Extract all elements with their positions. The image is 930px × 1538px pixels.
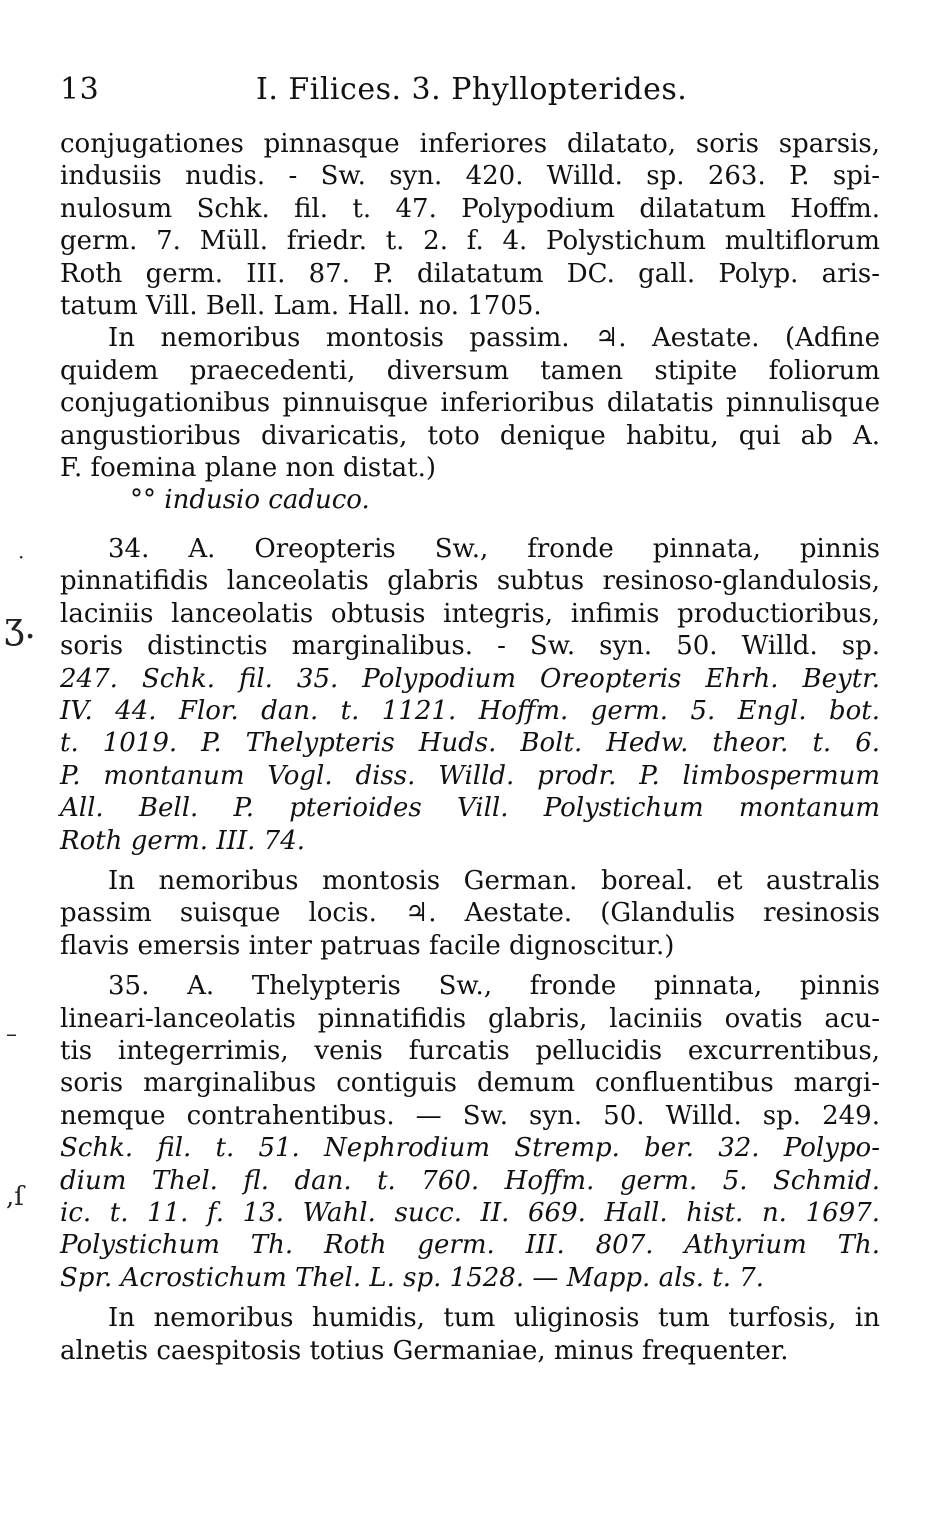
text-line: Polystichum Th. Roth germ. III. 807. Athyrium Th. <box>60 1230 880 1261</box>
text-line: P. montanum Vogl. diss. Willd. prodr. P. limbospermum <box>60 760 880 791</box>
text-line: All. Bell. P. pterioides Vill. Polystichum montanum <box>60 793 880 824</box>
page-header <box>60 72 880 116</box>
text-line: passim suisque locis. ♃. Aestate. (Glandulis resinosis <box>60 898 880 929</box>
text-line: In nemoribus humidis, tum uliginosis tum turfosis, in <box>108 1303 880 1334</box>
margin-annotation: · <box>18 545 25 569</box>
species-entry-34 <box>60 533 880 857</box>
text-line: lineari-lanceolatis pinnatifidis glabris, laciniis ovatis acu- <box>60 1003 880 1034</box>
text-line: 35. A. Thelypteris Sw., fronde pinnata, pinnis <box>108 971 880 1002</box>
text-line: °° indusio caduco. <box>130 485 370 516</box>
text-line: pinnatifidis lanceolatis glabris subtus resinoso-glandulosis, <box>60 566 880 597</box>
text-line: Spr. Acrostichum Thel. L. sp. 1528. — Mapp. als. t. 7. <box>60 1262 765 1293</box>
subsection-heading <box>60 484 880 516</box>
paragraph-habitat <box>60 1302 880 1367</box>
species-entry-35 <box>60 970 880 1294</box>
text-line: dium Thel. fl. dan. t. 760. Hoffm. germ. 5. Schmid. <box>60 1165 880 1196</box>
paragraph-habitat <box>60 865 880 962</box>
text-line: conjugationibus pinnuisque inferioribus dilatatis pinnulisque <box>60 388 880 419</box>
text-line: tis integerrimis, venis furcatis pellucidis excurrentibus, <box>60 1035 880 1066</box>
text-line: F. foemina plane non distat.) <box>60 453 437 484</box>
text-line: angustioribus divaricatis, toto denique habitu, qui ab A. <box>60 420 880 451</box>
margin-annotation: ,ſ <box>6 1182 24 1212</box>
text-line: t. 1019. P. Thelypteris Huds. Bolt. Hedw. theor. t. 6. <box>60 728 880 759</box>
book-page <box>60 72 880 1367</box>
paragraph-habitat <box>60 322 880 484</box>
text-line: nemque contrahentibus. — Sw. syn. 50. Willd. sp. 249. <box>60 1100 880 1131</box>
text-line: soris distinctis marginalibus. - Sw. syn. 50. Willd. sp. <box>60 631 880 662</box>
text-line: 247. Schk. fil. 35. Polypodium Oreopteris Ehrh. Beytr. <box>60 663 880 694</box>
text-line: Roth germ. III. 87. P. dilatatum DC. gall. Polyp. aris- <box>60 258 880 289</box>
page-number: 13 <box>60 72 100 107</box>
text-line: In nemoribus montosis German. boreal. et australis <box>108 865 880 896</box>
text-line: alnetis caespitosis totius Germaniae, minus frequenter. <box>60 1335 789 1366</box>
margin-annotation: ʒ. <box>4 606 36 647</box>
text-line: 34. A. Oreopteris Sw., fronde pinnata, pinnis <box>108 533 880 564</box>
text-line: quidem praecedenti, diversum tamen stipite foliorum <box>60 355 880 386</box>
text-line: laciniis lanceolatis obtusis integris, infimis productioribus, <box>60 598 880 629</box>
text-line: ic. t. 11. f. 13. Wahl. succ. II. 669. Hall. hist. n. 1697. <box>60 1198 880 1228</box>
text-line: conjugationes pinnasque inferiores dilatato, soris sparsis, <box>60 129 880 159</box>
text-line: indusiis nudis. - Sw. syn. 420. Willd. sp. 263. P. spi- <box>60 161 880 192</box>
text-line: IV. 44. Flor. dan. t. 1121. Hoffm. germ. 5. Engl. bot. <box>60 695 880 726</box>
margin-annotation: – <box>6 1022 17 1047</box>
text-line: Roth germ. III. 74. <box>60 825 306 856</box>
text-line: germ. 7. Müll. friedr. t. 2. f. 4. Polystichum multiflorum <box>60 226 880 257</box>
paragraph-synonymy-continuation <box>60 128 880 322</box>
text-line: tatum Vill. Bell. Lam. Hall. no. 1705. <box>60 291 542 322</box>
text-line: nulosum Schk. fil. t. 47. Polypodium dilatatum Hoffm. <box>60 193 880 224</box>
text-line: Schk. fil. t. 51. Nephrodium Stremp. ber. 32. Polypo- <box>60 1133 880 1164</box>
running-title: I. Filices. 3. Phyllopterides. <box>256 72 688 107</box>
text-line: soris marginalibus contiguis demum confluentibus margi- <box>60 1068 880 1099</box>
text-line: In nemoribus montosis passim. ♃. Aestate. (Adfine <box>108 323 880 354</box>
text-line: flavis emersis inter patruas facile dignoscitur.) <box>60 930 675 961</box>
